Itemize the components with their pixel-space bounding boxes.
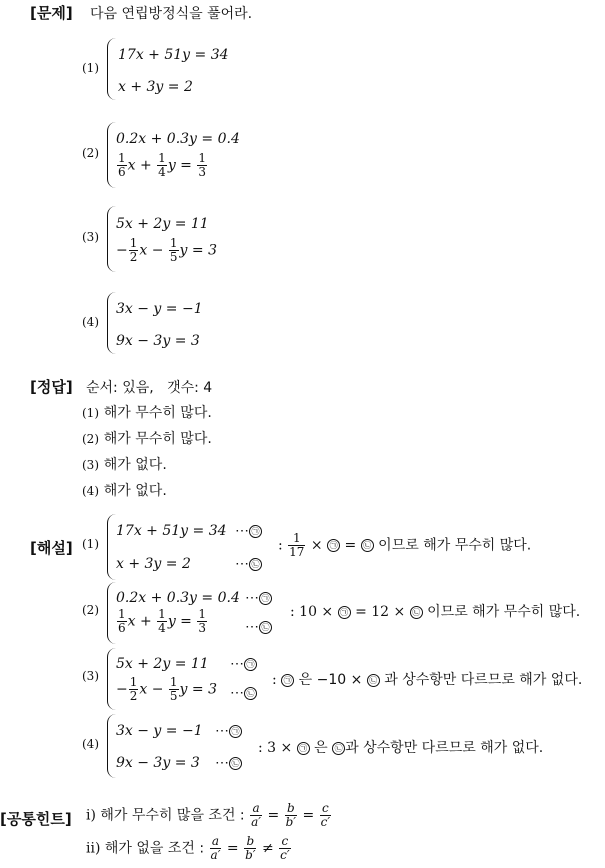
problem-4-eq2: 9x − 3y = 3 bbox=[116, 333, 200, 349]
solution-2-comment: : 10 × ㉠ = 12 × ㉡ 이므로 해가 무수히 많다. bbox=[290, 604, 581, 620]
problem-2-eq2: $\frac{1}{6}$ x + $\frac{1}{4}$ y = $\frac{1}{3}$ bbox=[118, 151, 206, 179]
brace bbox=[107, 514, 116, 580]
problem-1-eq2: x + 3y = 2 bbox=[118, 79, 193, 95]
solution-3-number: (3) bbox=[82, 669, 99, 683]
hint-condition-2: ⅱ) 해가 없을 조건 : $\frac{a}{a'}$ = $\frac{b}{b'}$ ≠ $\frac{c}{c'}$ bbox=[86, 834, 290, 862]
answer-item: (1) 해가 무수히 많다. bbox=[82, 405, 212, 421]
problem-instruction: 다음 연립방정식을 풀어라. bbox=[90, 6, 253, 22]
solution-4-tag1: ⋯ ㉠ bbox=[215, 723, 242, 739]
hint-condition-1: ⅰ) 해가 무수히 많을 조건 : $\frac{a}{a'}$ = $\frac{b}{b'}$ = $\frac{c}{c'}$ bbox=[86, 801, 331, 829]
problem-3-eq1: 5x + 2y = 11 bbox=[116, 216, 209, 232]
problem-1-number: (1) bbox=[82, 61, 99, 75]
solution-4-eq1: 3x − y = −1 bbox=[116, 723, 203, 739]
solution-4-eq2: 9x − 3y = 3 bbox=[116, 755, 200, 771]
answer-item: (2) 해가 무수히 많다. bbox=[82, 431, 212, 447]
solution-1-tag1: ⋯ ㉠ bbox=[235, 523, 262, 539]
brace bbox=[107, 292, 116, 354]
solution-4-tag2: ⋯ ㉡ bbox=[215, 755, 242, 771]
problem-4-eq1: 3x − y = −1 bbox=[116, 301, 203, 317]
problem-3-eq2: − $\frac{1}{2}$ x − $\frac{1}{5}$ y = 3 bbox=[116, 236, 217, 264]
problem-3-number: (3) bbox=[82, 230, 99, 244]
solution-2-tag2: ⋯ ㉡ bbox=[245, 619, 272, 635]
solution-3-tag1: ⋯ ㉠ bbox=[230, 656, 257, 672]
problem-1-eq1: 17x + 51y = 34 bbox=[118, 47, 229, 63]
brace bbox=[107, 38, 116, 100]
solution-3-comment: : ㉠ 은 −10 × ㉡ 과 상수항만 다르므로 해가 없다. bbox=[272, 672, 583, 688]
problem-4-number: (4) bbox=[82, 315, 99, 329]
answer-label: [정답] bbox=[30, 378, 73, 396]
brace bbox=[107, 582, 116, 644]
solution-2-eq2: $\frac{1}{6}$ x + $\frac{1}{4}$ y = $\frac{1}{3}$ bbox=[118, 607, 206, 635]
solution-2-number: (2) bbox=[82, 603, 99, 617]
brace bbox=[107, 714, 116, 778]
problem-2-number: (2) bbox=[82, 146, 99, 160]
solution-3-eq1: 5x + 2y = 11 bbox=[116, 656, 209, 672]
problem-label: [문제] bbox=[30, 4, 73, 22]
solution-3-tag2: ⋯ ㉡ bbox=[230, 685, 257, 701]
answer-item: (3) 해가 없다. bbox=[82, 457, 167, 473]
solution-1-eq1: 17x + 51y = 34 bbox=[116, 523, 227, 539]
solution-2-tag1: ⋯ ㉠ bbox=[245, 590, 272, 606]
solution-1-number: (1) bbox=[82, 537, 99, 551]
brace bbox=[107, 122, 116, 188]
brace bbox=[107, 648, 116, 710]
solution-1-comment: : $\frac{1}{17}$ × ㉠ = ㉡ 이므로 해가 무수히 많다. bbox=[278, 531, 532, 559]
solution-2-eq1: 0.2x + 0.3y = 0.4 bbox=[116, 590, 240, 606]
hint-label: [공통힌트] bbox=[0, 810, 72, 828]
brace bbox=[107, 206, 116, 272]
solution-1-eq2: x + 3y = 2 bbox=[116, 556, 191, 572]
problem-2-eq1: 0.2x + 0.3y = 0.4 bbox=[116, 131, 240, 147]
solution-1-tag2: ⋯ ㉡ bbox=[235, 556, 262, 572]
solution-4-comment: : 3 × ㉠ 은 ㉡ 과 상수항만 다르므로 해가 없다. bbox=[258, 740, 544, 756]
solution-3-eq2: − $\frac{1}{2}$ x − $\frac{1}{5}$ y = 3 bbox=[116, 675, 217, 703]
solution-label: [해설] bbox=[30, 539, 73, 557]
solution-4-number: (4) bbox=[82, 737, 99, 751]
answer-item: (4) 해가 없다. bbox=[82, 483, 167, 499]
answer-summary: 순서: 있음, 갯수: 4 bbox=[86, 380, 213, 396]
